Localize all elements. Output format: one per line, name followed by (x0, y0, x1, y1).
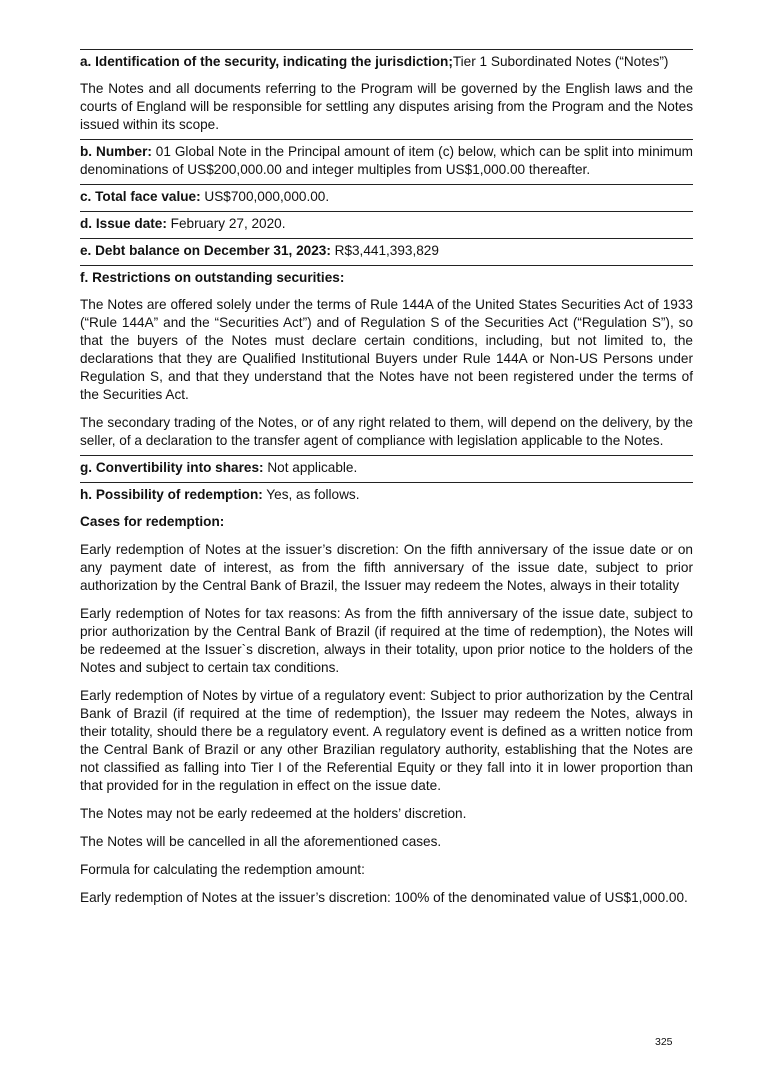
section-a-value: Tier 1 Subordinated Notes (“Notes”) (452, 54, 669, 69)
section-f-paragraph-2: The secondary trading of the Notes, or of any right related to them, will depend on the delivery, by the seller, of a declaration to the transfer agent of compliance with legislation applicable to the Notes. (80, 415, 693, 448)
section-a-label: a. Identification of the security, indicating the jurisdiction; (80, 54, 453, 69)
section-e-heading (80, 242, 693, 260)
section-e-debt-balance (80, 238, 693, 265)
section-e-label: e. Debt balance on December 31, 2023: (80, 243, 331, 258)
section-c-heading (80, 188, 693, 206)
section-h-paragraph-7: Early redemption of Notes at the issuer’s discretion: 100% of the denominated value of US$1,000.00. (80, 890, 688, 905)
section-d-issue-date (80, 211, 693, 238)
section-g-convertibility (80, 455, 693, 482)
section-f-restrictions (80, 265, 693, 455)
section-h-paragraph-4: The Notes may not be early redeemed at the holders’ discretion. (80, 806, 467, 821)
section-h-redemption (80, 482, 693, 912)
section-h-paragraph-3: Early redemption of Notes by virtue of a regulatory event: Subject to prior authorization by the Central Bank of Brazil (if required at the time of redemption), the Issuer may redeem the Notes, always in their totality, should there be a regulatory event. A regulatory event is defined as a written notice from the Central Bank of Brazil or any other Brazilian regulatory authority, establishing that the Notes are not classified as falling into Tier I of the Referential Equity or they fall into it in lower proportion than that provided for in the regulation in effect on the issue date. (80, 688, 693, 793)
section-b-heading (80, 143, 693, 179)
section-c-label: c. Total face value: (80, 189, 201, 204)
section-c-value: US$700,000,000.00. (200, 189, 330, 204)
section-b-label: b. Number: (80, 144, 152, 159)
section-c-total-face-value (80, 184, 693, 211)
section-a-identification (80, 49, 693, 139)
section-h-label: h. Possibility of redemption: (80, 487, 263, 502)
section-h-paragraph-5: The Notes will be cancelled in all the aforementioned cases. (80, 834, 442, 849)
section-h-paragraph-1: Early redemption of Notes at the issuer’s discretion: On the fifth anniversary of the issue date or on any payment date of interest, as from the fifth anniversary of the issue date, subject to prior authorization by the Central Bank of Brazil, the Issuer may redeem the Notes, always in their totality (80, 542, 693, 593)
section-h-cases-heading (80, 513, 693, 531)
section-h-value: Yes, as follows. (262, 487, 360, 502)
cases-heading-label: Cases for redemption: (80, 514, 225, 529)
section-e-value: R$3,441,393,829 (330, 243, 439, 258)
section-g-heading (80, 459, 693, 477)
section-d-label: d. Issue date: (80, 216, 167, 231)
section-h-paragraph-2: Early redemption of Notes for tax reasons: As from the fifth anniversary of the issue date, subject to prior authorization by the Central Bank of Brazil (if required at the time of redemption), the Notes will be redeemed at the Issuer`s discretion, always in their totality, upon prior notice to the holders of the Notes and subject to certain tax conditions. (80, 606, 693, 675)
section-d-value: February 27, 2020. (166, 216, 286, 231)
section-b-value: 01 Global Note in the Principal amount of item (c) below, which can be split into minimum denominations of US$200,000.00 and integer multiples from US$1,000.00 thereafter. (80, 144, 693, 177)
section-a-heading (80, 53, 693, 71)
section-g-value: Not applicable. (263, 460, 358, 475)
page-number: 325 (655, 1036, 673, 1048)
section-f-paragraph-1: The Notes are offered solely under the terms of Rule 144A of the United States Securities Act of 1933 (“Rule 144A” and the “Securities Act”) and of Regulation S of the Securities Act (“Regulation S”), so that the buyers of the Notes must declare certain conditions, including, but not limited to, the declarations that they are Qualified Institutional Buyers under Rule 144A or Non-US Persons under Regulation S, and that they understand that the Notes have not been registered under the terms of the Securities Act. (80, 297, 693, 402)
section-b-number (80, 139, 693, 184)
section-a-body: The Notes and all documents referring to the Program will be governed by the English laws and the courts of England will be responsible for settling any disputes arising from the Program and the Notes issued within its scope. (80, 81, 693, 132)
section-h-heading (80, 486, 693, 504)
section-d-heading (80, 215, 693, 233)
section-f-heading (80, 269, 693, 287)
section-g-label: g. Convertibility into shares: (80, 460, 264, 475)
section-f-label: f. Restrictions on outstanding securities: (80, 270, 345, 285)
section-h-paragraph-6: Formula for calculating the redemption amount: (80, 862, 365, 877)
document-body (80, 49, 693, 912)
